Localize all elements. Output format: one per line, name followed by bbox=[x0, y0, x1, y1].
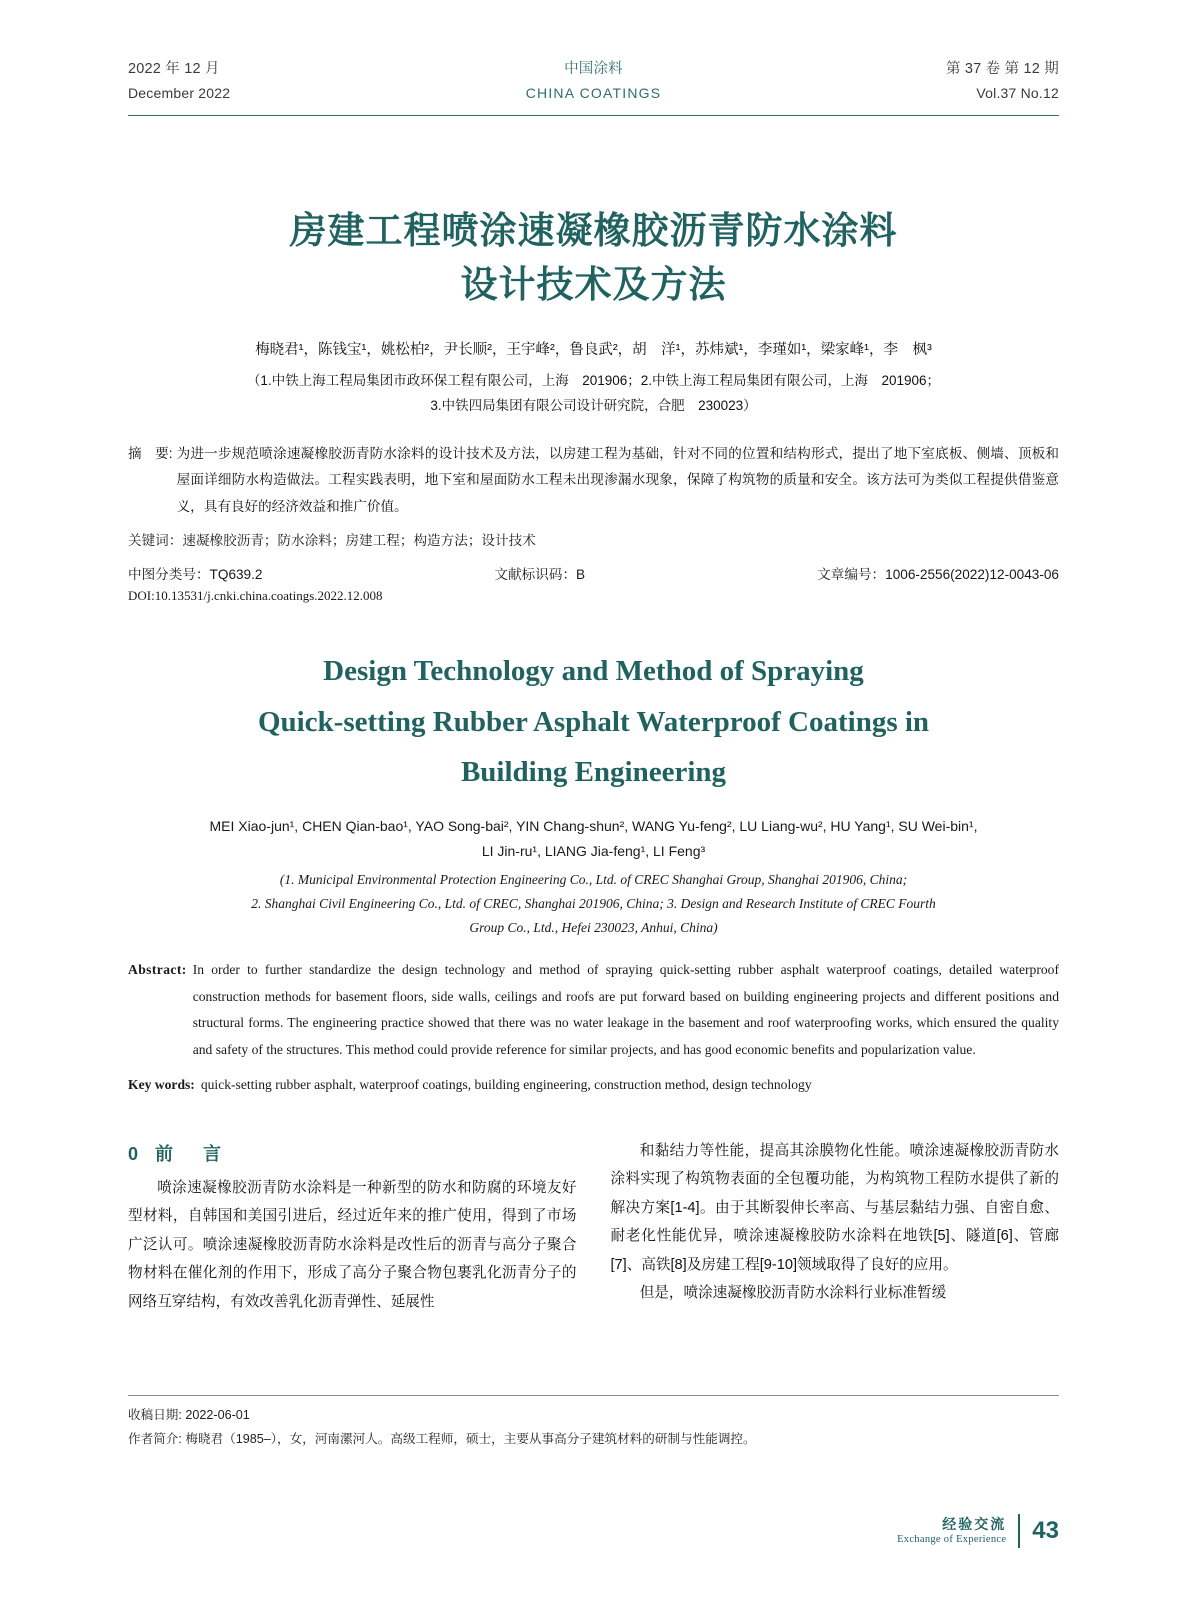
abstract-en-label: Abstract: bbox=[128, 962, 187, 978]
footnotes bbox=[128, 1395, 1059, 1452]
page-title-cn bbox=[128, 204, 1059, 311]
affiliations-en bbox=[128, 868, 1059, 939]
running-head bbox=[128, 0, 1059, 116]
authors-en-line-2: LI Jin-ru¹, LIANG Jia-feng¹, LI Feng³ bbox=[481, 843, 706, 860]
page-title-en bbox=[128, 646, 1059, 798]
abstract-en bbox=[128, 957, 1059, 1063]
authors-en bbox=[128, 814, 1059, 864]
title-en-line-3: Building Engineering bbox=[460, 756, 727, 789]
footer-label-en: Exchange of Experience bbox=[897, 1534, 1007, 1546]
title-en-line-1: Design Technology and Method of Spraying bbox=[323, 654, 864, 687]
affiliation-en-line-3: Group Co., Ltd., Hefei 230023, Anhui, China) bbox=[469, 919, 718, 935]
issue-date-en: December 2022 bbox=[128, 84, 231, 101]
body-paragraph-right-2: 但是，喷涂速凝橡胶沥青防水涂料行业标准暂缓 bbox=[639, 1285, 947, 1302]
authors-cn: 梅晓君¹，陈钱宝¹，姚松柏²，尹长顺²，王宇峰²，鲁良武²，胡 洋¹，苏炜斌¹，李瑾如¹，梁家峰¹，李 枫³ bbox=[255, 342, 932, 359]
affiliation-cn-line-1: （1.中铁上海工程局集团市政环保工程有限公司，上海 201906；2.中铁上海工程局集团有限公司，上海 201906； bbox=[246, 372, 941, 388]
running-head-center bbox=[407, 58, 779, 105]
section-title: 前 言 bbox=[155, 1143, 228, 1164]
footer-divider bbox=[1018, 1514, 1020, 1548]
running-head-right bbox=[780, 58, 1059, 105]
body-columns bbox=[128, 1137, 1059, 1316]
title-cn-line-2: 设计技术及方法 bbox=[460, 263, 727, 305]
affiliations-cn bbox=[128, 369, 1059, 419]
keywords-en-text: quick-setting rubber asphalt, waterproof coatings, building engineering, construction method, design technology bbox=[200, 1077, 812, 1093]
issue-date-cn: 2022 年 12 月 bbox=[128, 61, 220, 77]
keywords-en bbox=[128, 1072, 1059, 1099]
authors-en-line-1: MEI Xiao-jun¹, CHEN Qian-bao¹, YAO Song-bai², YIN Chang-shun², WANG Yu-feng², LU Liang-wu², HU Yang¹, SU Wei-bin¹, bbox=[209, 818, 978, 835]
section-heading bbox=[128, 1137, 577, 1172]
keywords-cn: 关键词：速凝橡胶沥青；防水涂料；房建工程；构造方法；设计技术 bbox=[128, 533, 536, 549]
affiliation-cn-line-2: 3.中铁四局集团有限公司设计研究院，合肥 230023） bbox=[430, 397, 757, 413]
classification-line bbox=[128, 563, 1059, 583]
affiliation-en-line-2: 2. Shanghai Civil Engineering Co., Ltd. of CREC, Shanghai 201906, China; 3. Design and Research Institute of CREC Fourth bbox=[251, 896, 936, 912]
journal-title-en: CHINA COATINGS bbox=[525, 84, 662, 101]
author-biography: 作者简介: 梅晓君（1985–），女，河南漯河人。高级工程师，硕士，主要从事高分子建筑材料的研制与性能调控。 bbox=[128, 1432, 756, 1447]
footer-label-cn: 经验交流 bbox=[942, 1516, 1007, 1533]
abstract-cn bbox=[128, 441, 1059, 521]
received-date: 收稿日期: 2022-06-01 bbox=[128, 1408, 250, 1423]
doi: DOI:10.13531/j.cnki.china.coatings.2022.12.008 bbox=[128, 587, 383, 603]
page-number: 43 bbox=[1032, 1517, 1059, 1544]
running-head-left bbox=[128, 58, 407, 105]
title-cn-line-1: 房建工程喷涂速凝橡胶沥青防水涂料 bbox=[289, 210, 898, 252]
document-code: 文献标识码：B bbox=[494, 566, 586, 582]
volume-issue-en: Vol.37 No.12 bbox=[976, 84, 1059, 101]
affiliation-en-line-1: (1. Municipal Environmental Protection Engineering Co., Ltd. of CREC Shanghai Group, Shanghai 201906, China; bbox=[279, 872, 908, 888]
body-column-right bbox=[611, 1137, 1060, 1316]
volume-issue-cn: 第 37 卷 第 12 期 bbox=[945, 61, 1059, 77]
article-id: 文章编号：1006-2556(2022)12-0043-06 bbox=[817, 566, 1059, 582]
keywords-en-label: Key words: bbox=[128, 1077, 195, 1093]
abstract-cn-label: 摘 要: bbox=[128, 445, 173, 461]
footer-section-label bbox=[897, 1515, 1006, 1547]
body-column-left bbox=[128, 1137, 577, 1316]
body-paragraph-right-1: 和黏结力等性能，提高其涂膜物化性能。喷涂速凝橡胶沥青防水涂料实现了构筑物表面的全包覆功能，为构筑物工程防水提供了新的解决方案[1-4]。由于其断裂伸长率高、与基层黏结力强、自密自愈、耐老化性能优异，喷涂速凝橡胶防水涂料在地铁[5]、隧道[6]、管廊[7]、高铁[8]及房建工程[9-10]领域取得了良好的应用。 bbox=[610, 1142, 1059, 1273]
journal-title-cn: 中国涂料 bbox=[564, 61, 623, 77]
abstract-cn-text: 为进一步规范喷涂速凝橡胶沥青防水涂料的设计技术及方法，以房建工程为基础，针对不同的位置和结构形式，提出了地下室底板、侧墙、顶板和屋面详细防水构造做法。工程实践表明，地下室和屋面防水工程未出现渗漏水现象，保障了构筑物的质量和安全。该方法可为类似工程提供借鉴意义，具有良好的经济效益和推广价值。 bbox=[176, 445, 1059, 514]
page-footer bbox=[897, 1514, 1059, 1548]
clc-number: 中图分类号：TQ639.2 bbox=[128, 566, 263, 582]
abstract-en-text: In order to further standardize the design technology and method of spraying quick-setting rubber asphalt waterproof coatings, detailed waterproof construction methods for basement floors, side walls, ceilings and roofs are put forward based on building engineering projects and different positions and structural forms. The engineering practice showed that there was no water leakage in the basement and roof waterproofing works, which ensured the quality and safety of the structures. This method could provide reference for similar projects, and has good economic benefits and popularization value. bbox=[192, 962, 1059, 1057]
body-paragraph-left: 喷涂速凝橡胶沥青防水涂料是一种新型的防水和防腐的环境友好型材料，自韩国和美国引进后，经过近年来的推广使用，得到了市场广泛认可。喷涂速凝橡胶沥青防水涂料是改性后的沥青与高分子聚合物材料在催化剂的作用下，形成了高分子聚合物包裹乳化沥青分子的网络互穿结构，有效改善乳化沥青弹性、延展性 bbox=[128, 1179, 577, 1310]
title-en-line-2: Quick-setting Rubber Asphalt Waterproof Coatings in bbox=[257, 705, 930, 738]
section-number: 0 bbox=[128, 1143, 145, 1164]
